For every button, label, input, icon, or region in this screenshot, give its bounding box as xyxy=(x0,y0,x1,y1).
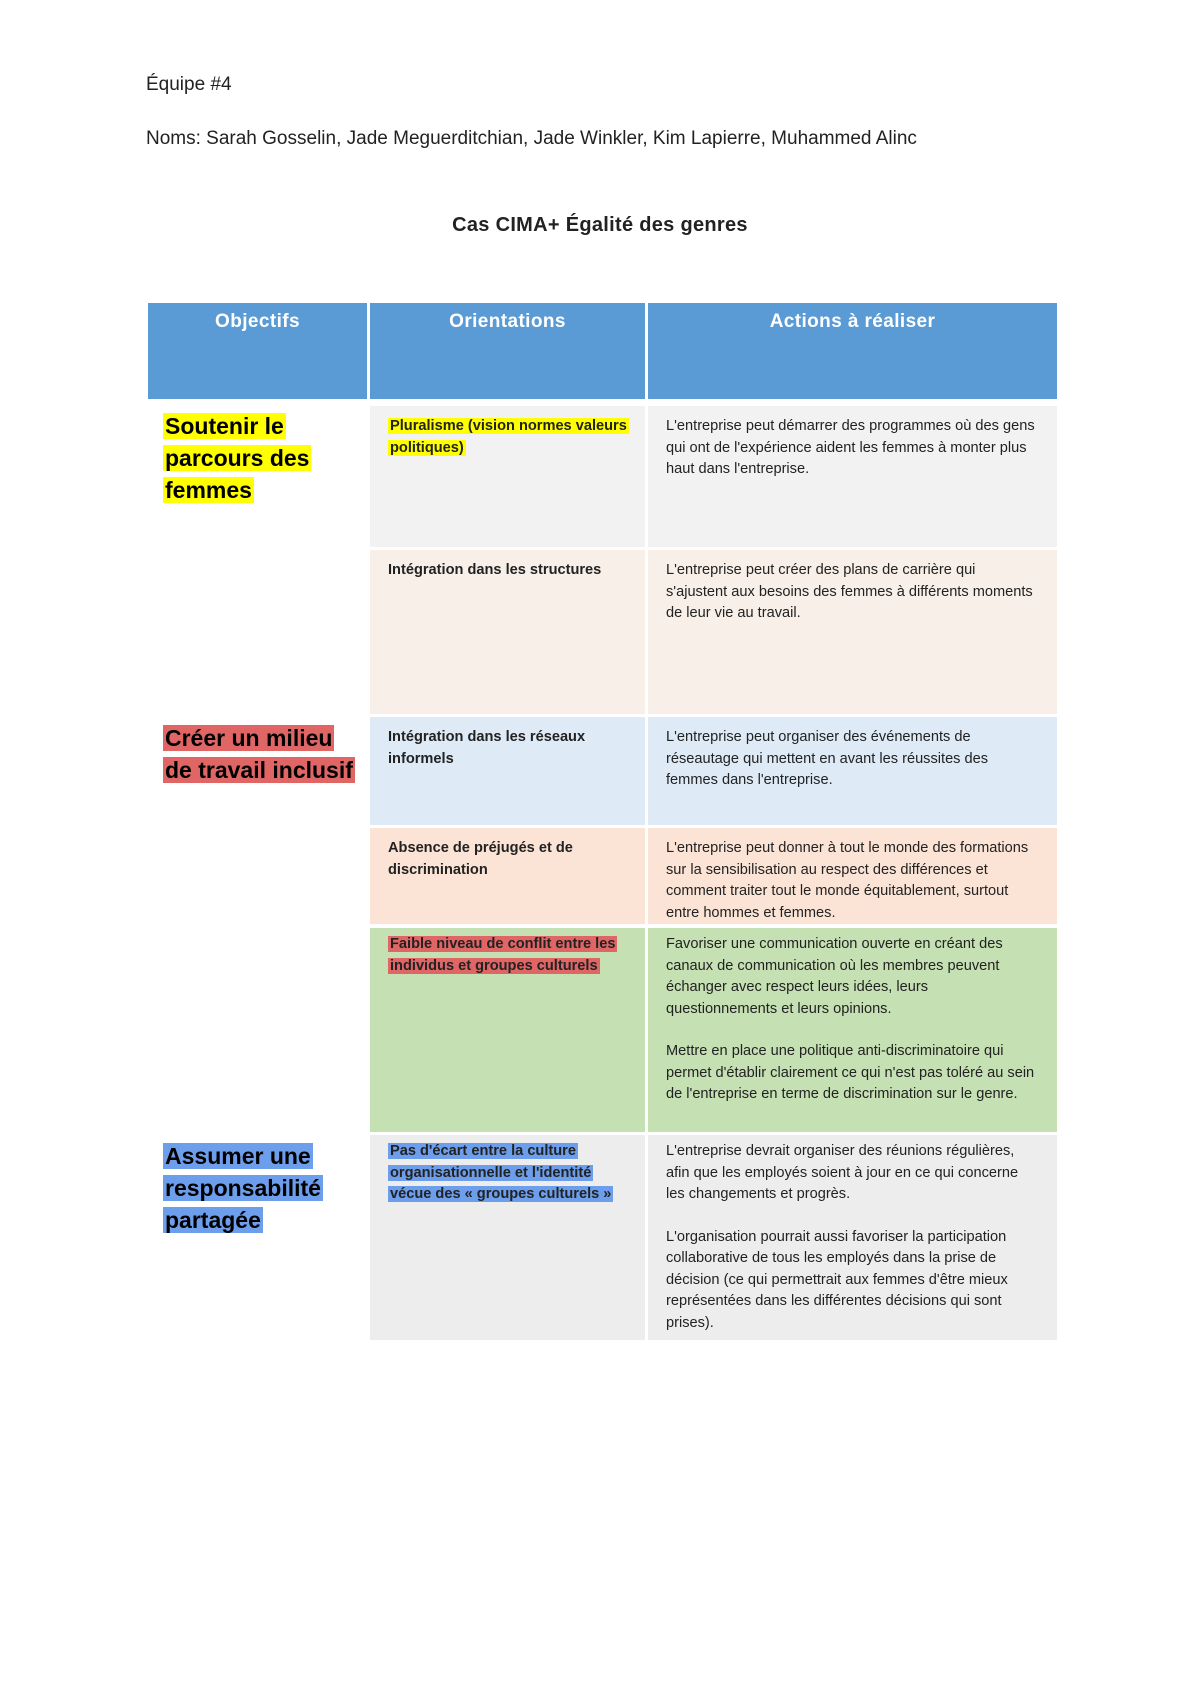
orientation-text: Pas d'écart entre la culture organisationnelle et l'identité vécue des « groupes culturels » xyxy=(390,1143,612,1202)
table-row-6-orientation xyxy=(370,1135,645,1340)
table-row-5-orientation xyxy=(370,928,645,1132)
table-row-3-orientation xyxy=(370,717,645,825)
action-text: L'organisation pourrait aussi favoriser la participation collaborative de tous les employés dans la prise de décision (ce qui permettrait aux femmes d'être mieux représentées dans les différentes décisions qui sont prises). xyxy=(666,1228,1008,1331)
table-row-3-actions xyxy=(648,717,1057,825)
table-row-1-actions xyxy=(648,406,1057,547)
objective-2-text: Créer un milieu de travail inclusif xyxy=(165,725,353,783)
action-text: L'entreprise peut donner à tout le monde des formations sur la sensibilisation au respect des différences et comment traiter tout le monde équitablement, surtout entre hommes et femmes. xyxy=(666,840,1029,921)
column-header-actions: Actions à réaliser xyxy=(648,303,1057,399)
column-header-objectifs: Objectifs xyxy=(148,303,367,399)
orientation-text: Intégration dans les réseaux informels xyxy=(388,729,586,767)
objective-2 xyxy=(163,722,363,786)
team-label: Équipe #4 xyxy=(146,74,232,95)
table-row-1-orientation xyxy=(370,406,645,547)
table-row-2-orientation xyxy=(370,550,645,714)
orientation-text: Intégration dans les structures xyxy=(388,562,602,578)
action-text: L'entreprise peut organiser des événements de réseautage qui mettent en avant les réussites des femmes dans l'entreprise. xyxy=(666,729,989,788)
action-text: L'entreprise peut créer des plans de carrière qui s'ajustent aux besoins des femmes à différents moments de leur vie au travail. xyxy=(666,562,1033,621)
action-text: L'entreprise devrait organiser des réunions régulières, afin que les employés soient à jour en ce qui concerne les changements et progrès. xyxy=(666,1143,1019,1202)
objective-1-text: Soutenir le parcours des femmes xyxy=(165,413,310,503)
action-text: Mettre en place une politique anti-discriminatoire qui permet d'établir clairement ce qui n'est pas toléré au sein de l'entreprise en terme de discrimination sur le genre. xyxy=(666,1043,1035,1102)
document-title: Cas CIMA+ Égalité des genres xyxy=(452,214,748,236)
action-text: L'entreprise peut démarrer des programmes où des gens qui ont de l'expérience aident les femmes à monter plus haut dans l'entreprise. xyxy=(666,418,1035,477)
table-row-4-actions xyxy=(648,828,1057,924)
orientation-text: Pluralisme (vision normes valeurs politiques) xyxy=(390,418,627,456)
column-header-orientations: Orientations xyxy=(370,303,645,399)
orientation-text: Faible niveau de conflit entre les individus et groupes culturels xyxy=(390,936,616,974)
table-row-5-actions xyxy=(648,928,1057,1132)
objective-3-text: Assumer une responsabilité partagée xyxy=(165,1143,321,1233)
table-row-6-actions xyxy=(648,1135,1057,1340)
table-row-4-orientation xyxy=(370,828,645,924)
team-members: Noms: Sarah Gosselin, Jade Meguerditchian, Jade Winkler, Kim Lapierre, Muhammed Alinc xyxy=(146,128,917,149)
table-row-2-actions xyxy=(648,550,1057,714)
objective-1 xyxy=(163,410,363,506)
orientation-text: Absence de préjugés et de discrimination xyxy=(388,840,573,878)
objective-3 xyxy=(163,1140,363,1236)
action-text: Favoriser une communication ouverte en créant des canaux de communication où les membres peuvent échanger avec respect leurs idées, leurs questionnements et leurs opinions. xyxy=(666,936,1003,1017)
